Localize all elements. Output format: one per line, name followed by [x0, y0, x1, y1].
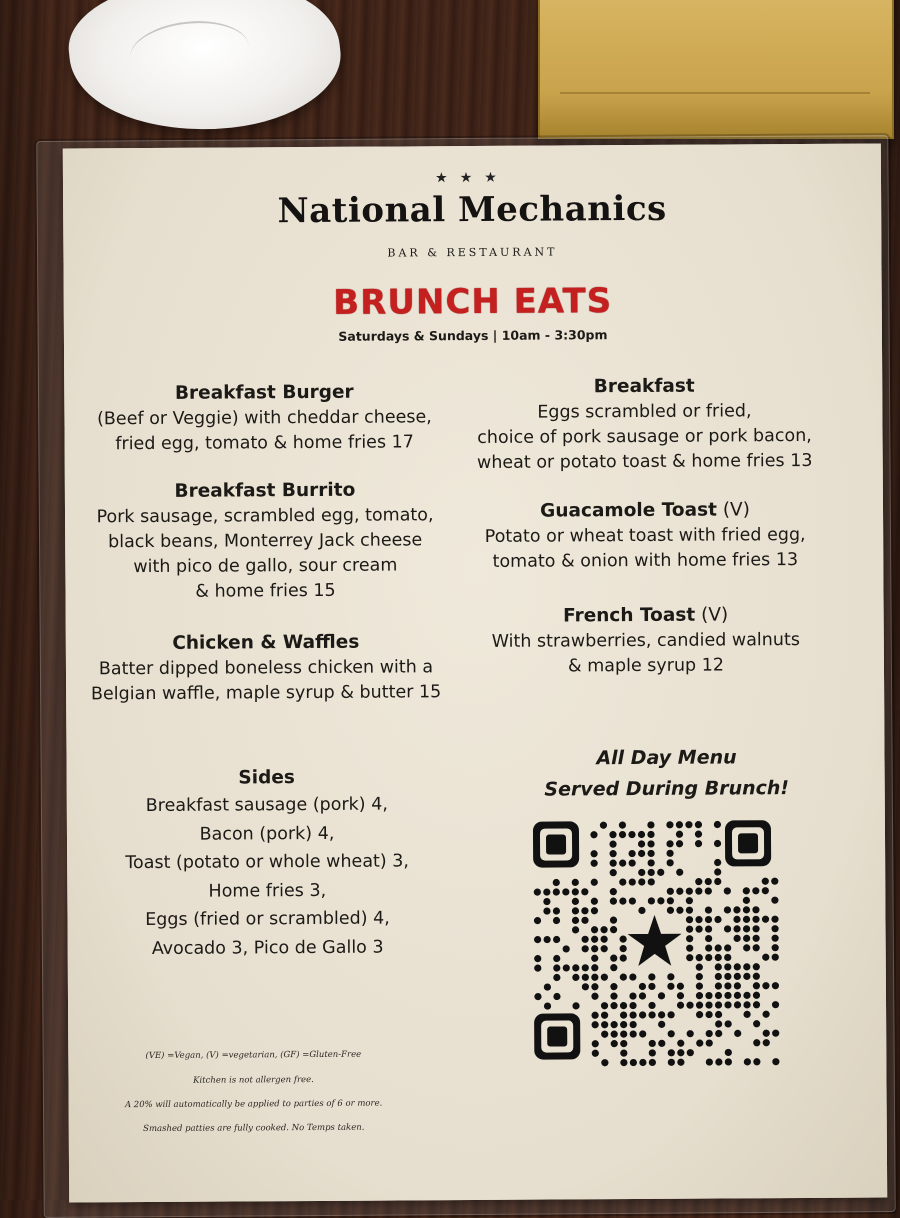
- footnote-gratuity: A 20% will automatically be applied to parties of 6 or more.: [124, 1098, 383, 1111]
- menu-item-chicken-waffles: [86, 628, 446, 707]
- qr-finder-top-left: [533, 821, 579, 867]
- wooden-box: [538, 0, 894, 139]
- footnote-allergen: Kitchen is not allergen free.: [193, 1074, 314, 1086]
- menu-sheet: [63, 144, 887, 1203]
- qr-code[interactable]: [529, 816, 781, 1068]
- menu-item-breakfast-burrito: [85, 476, 446, 605]
- napkin: [63, 0, 347, 144]
- all-day-menu-note: [506, 742, 826, 806]
- footnote-patties: Smashed patties are fully cooked. No Temps taken.: [143, 1122, 365, 1135]
- all-day-line-2: Served During Brunch!: [544, 777, 790, 801]
- all-day-line-1: All Day Menu: [596, 746, 737, 770]
- restaurant-logo: National Mechanics: [277, 188, 667, 232]
- item-title: Breakfast Burrito: [174, 479, 356, 502]
- item-description: Eggs scrambled or fried, choice of pork sausage or pork bacon, wheat or potato toast & home fries 13: [476, 401, 813, 473]
- sides-title: Sides: [238, 767, 295, 789]
- item-title: Breakfast: [593, 375, 695, 398]
- qr-finder-top-right: [725, 820, 771, 866]
- item-description: Batter dipped boneless chicken with a Belgian waffle, maple syrup & butter 15: [90, 657, 442, 705]
- sides-list: Breakfast sausage (pork) 4, Bacon (pork) 4, Toast (potato or whole wheat) 3, Home fries 3, Eggs (fried or scrambled) 4, Avocado 3, Pico de Gallo 3: [125, 794, 410, 959]
- item-description: Potato or wheat toast with fried egg, tomato & onion with home fries 13: [484, 524, 806, 572]
- menu-sides: [97, 763, 438, 963]
- item-description: With strawberries, candied walnuts & maple syrup 12: [491, 630, 800, 677]
- item-title: Chicken & Waffles: [172, 631, 360, 654]
- restaurant-tagline: BAR & RESTAURANT: [387, 245, 558, 260]
- qr-finder-bottom-left: [534, 1013, 580, 1059]
- item-title: Guacamole Toast (V): [540, 499, 750, 522]
- item-description: Pork sausage, scrambled egg, tomato, black beans, Monterrey Jack cheese with pico de gallo, sour cream & home fries 15: [96, 505, 434, 602]
- menu-item-breakfast-burger: [84, 378, 444, 457]
- menu-item-french-toast: [446, 601, 846, 680]
- menu-item-guacamole-toast: [445, 496, 845, 575]
- star-icon: [627, 915, 681, 966]
- item-title: French Toast (V): [563, 604, 729, 627]
- logo-stars: ★★★: [435, 169, 509, 187]
- item-description: (Beef or Veggie) with cheddar cheese, fried egg, tomato & home fries 17: [97, 407, 432, 455]
- footnote-dietary-key: (VE) =Vegan, (V) =vegetarian, (GF) =Gluten-Free: [145, 1049, 362, 1062]
- item-title: Breakfast Burger: [174, 381, 354, 404]
- menu-heading: BRUNCH EATS: [333, 281, 613, 323]
- menu-hours: Saturdays & Sundays | 10am - 3:30pm: [338, 327, 608, 344]
- menu-item-breakfast: [444, 372, 845, 476]
